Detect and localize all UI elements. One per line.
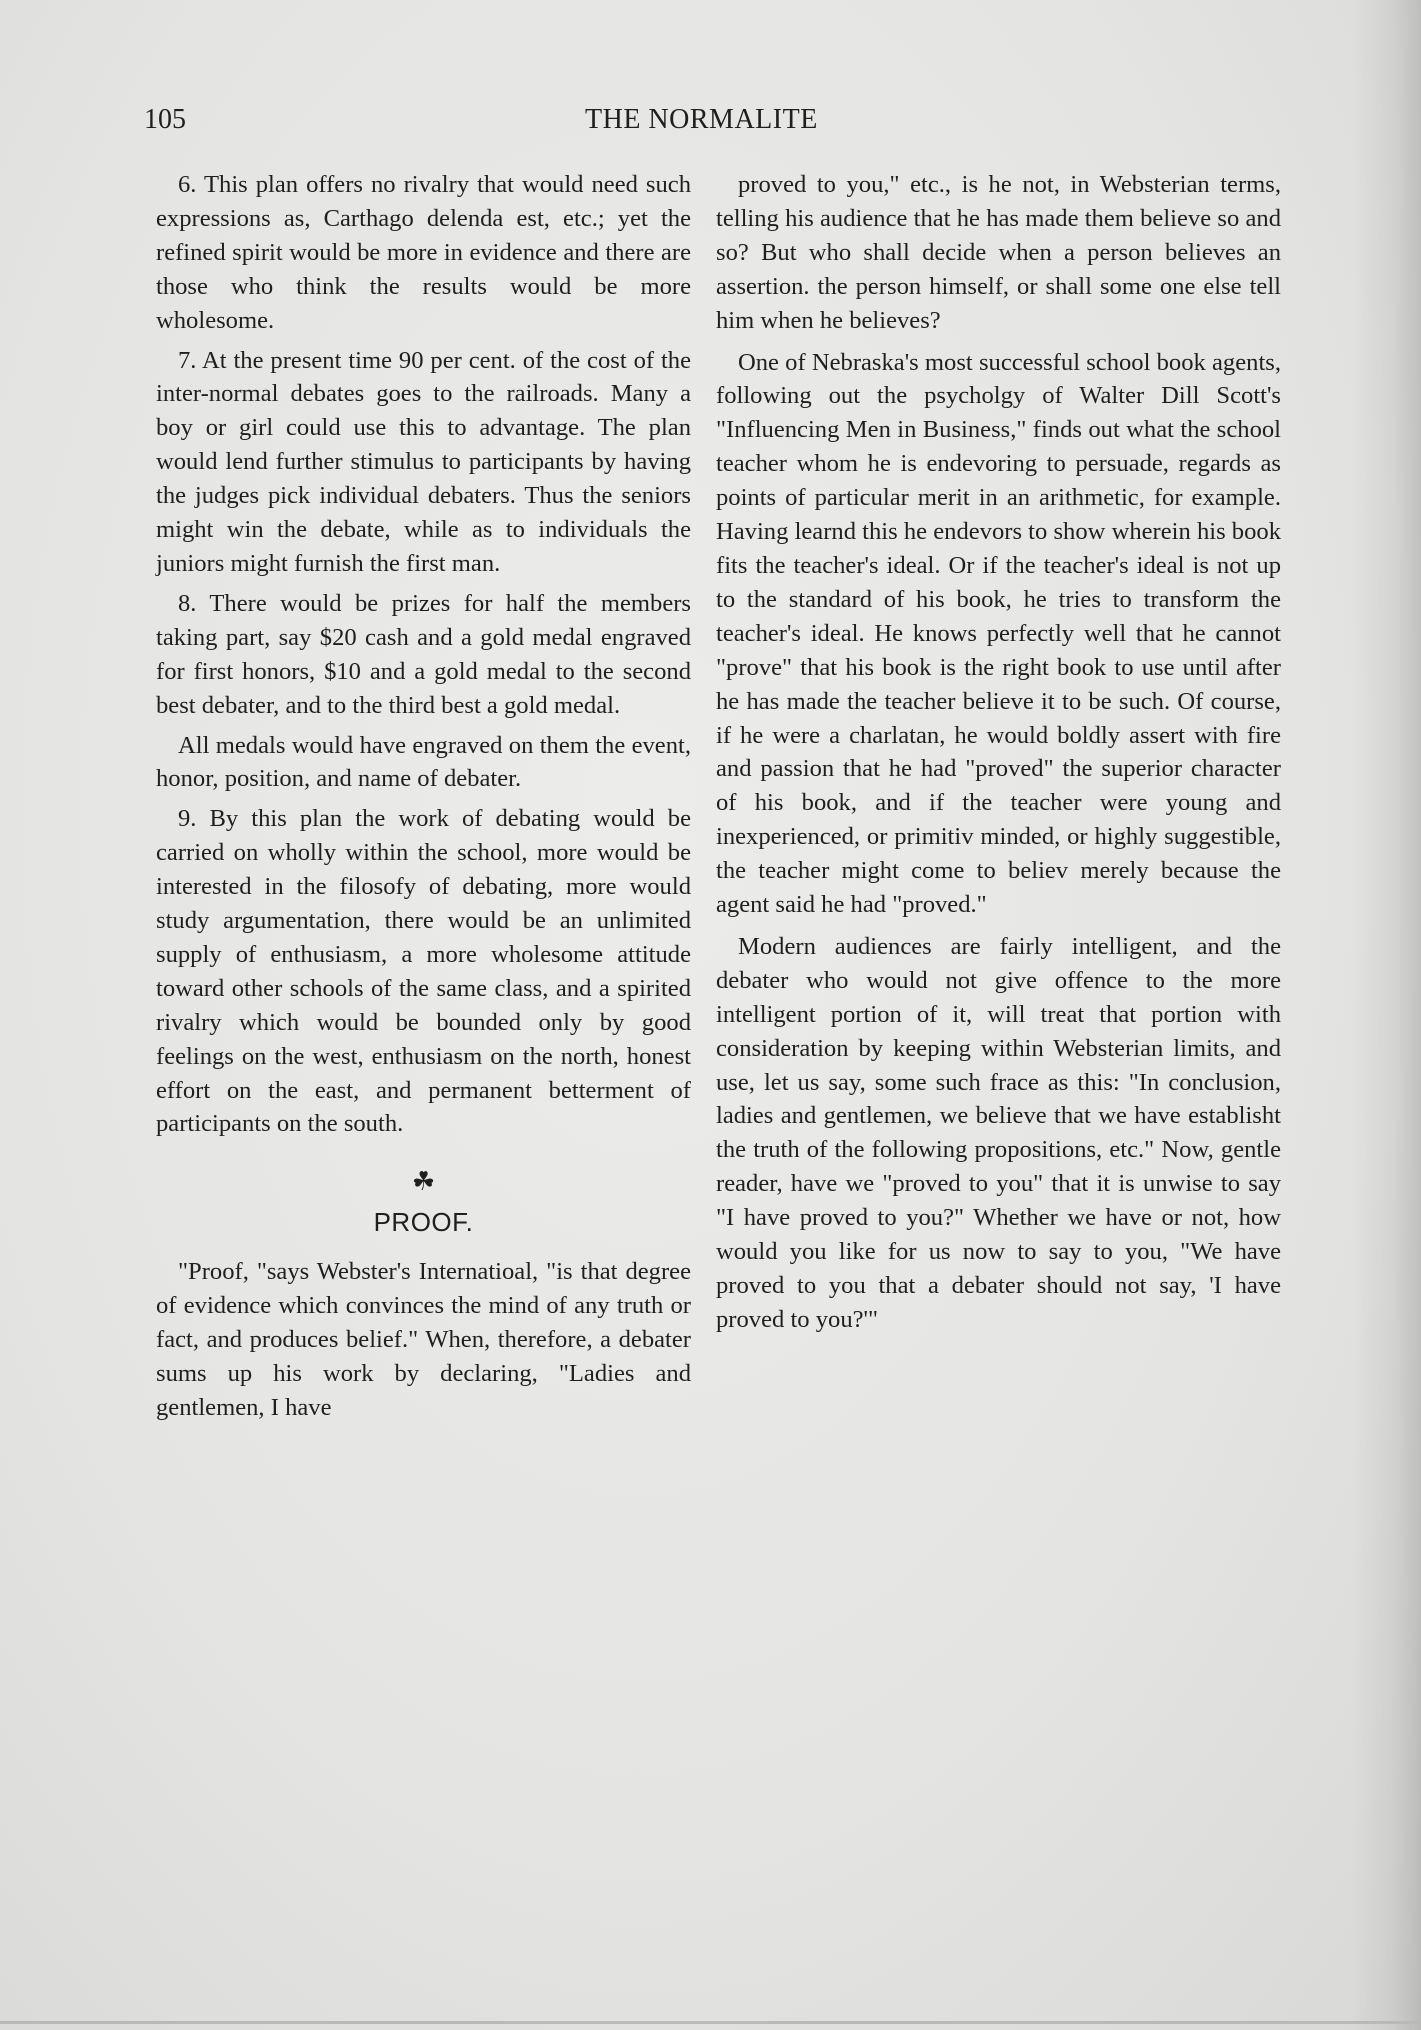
paragraph-book-agents: One of Nebraska's most successful school book agents, following out the psycholgy of Walter Dill Scott's "Influencing Men in Business," finds out what the school teacher whom he is endevoring to persuade, regards as points of particular merit in an arithmetic, for example. Having learnd this he endevors to show wherein his book fits the teacher's ideal. Or if the teacher's ideal is not up to the standard of his book, he tries to transform the teacher's ideal. He knows perfectly well that he cannot "prove" that his book is the right book to use until after he has made the teacher believe it to be such. Of course, if he were a charlatan, he would boldly assert with fire and passion that he had "proved" the superior character of his book, and if the teacher were young and inexperienced, or primitiv minded, or highly suggestible, the teacher might come to believ merely because the agent said he had "proved.": [716, 348, 1281, 919]
page-number: 105: [144, 104, 186, 135]
paragraph-item-7: 7. At the present time 90 per cent. of the cost of the inter-normal debates goes to the railroads. Many a boy or girl could use this to advantage. The plan would lend further stimulus to participants by having the judges pick individual debaters. Thus the seniors might win the debate, while as to individuals the juniors might furnish the first man.: [156, 346, 691, 577]
page-edge-shadow: [1351, 0, 1421, 2030]
paragraph-item-6: 6. This plan offers no rivalry that would need such expressions as, Carthago delenda est, etc.; yet the refined spirit would be more in evidence and there are those who think the results would be more wholesome.: [156, 171, 691, 334]
paragraph-proof-definition: "Proof, "says Webster's Internatioal, "is that degree of evidence which convinces the mind of any truth or fact, and produces belief." When, therefore, a debater sums up his work by declaring, "Ladies and gentlemen, I have: [156, 1258, 691, 1421]
paragraph-medals: All medals would have engraved on them the event, honor, position, and name of debater.: [156, 731, 691, 793]
section-heading: PROOF.: [373, 1207, 474, 1238]
page-header: [140, 104, 1260, 144]
paragraph-item-8: 8. There would be prizes for half the members taking part, say $20 cash and a gold medal engraved for first honors, $10 and a gold medal to the second best debater, and to the third best a gold medal.: [156, 589, 691, 719]
paragraph-websterian-terms: proved to you," etc., is he not, in Websterian terms, telling his audience that he has made them believe so and so? But who shall decide when a person believes an assertion. the person himself, or shall some one else tell him when he believes?: [716, 171, 1281, 334]
left-column: [156, 168, 691, 1425]
running-title: THE NORMALITE: [585, 104, 818, 135]
paragraph-modern-audiences: Modern audiences are fairly intelligent, and the debater who would not give offence to the more intelligent portion of it, will treat that portion with consideration by keeping within Websterian limits, and use, let us say, some such frace as this: "In conclusion, ladies and gentlemen, we believe that we have establisht the truth of the following propositions, etc." Now, gentle reader, have we "proved to you" that it is unwise to say "I have proved to you?" Whether we have or not, how would you like for us now to say to you, "We have proved to you that a debater should not say, 'I have proved to you?'": [716, 932, 1281, 1333]
right-column: [716, 168, 1281, 1337]
paragraph-item-9: 9. By this plan the work of debating would be carried on wholly within the school, more would be interested in the filosofy of debating, more would study argumentation, there would be an unlimited supply of enthusiasm, a more wholesome attitude toward other schools of the same class, and a spirited rivalry which would be bounded only by good feelings on the west, enthusiasm on the north, honest effort on the east, and permanent betterment of participants on the south.: [156, 805, 691, 1138]
page-bottom-divider: [0, 2021, 1421, 2024]
ornament-icon: ☘: [411, 1167, 436, 1197]
